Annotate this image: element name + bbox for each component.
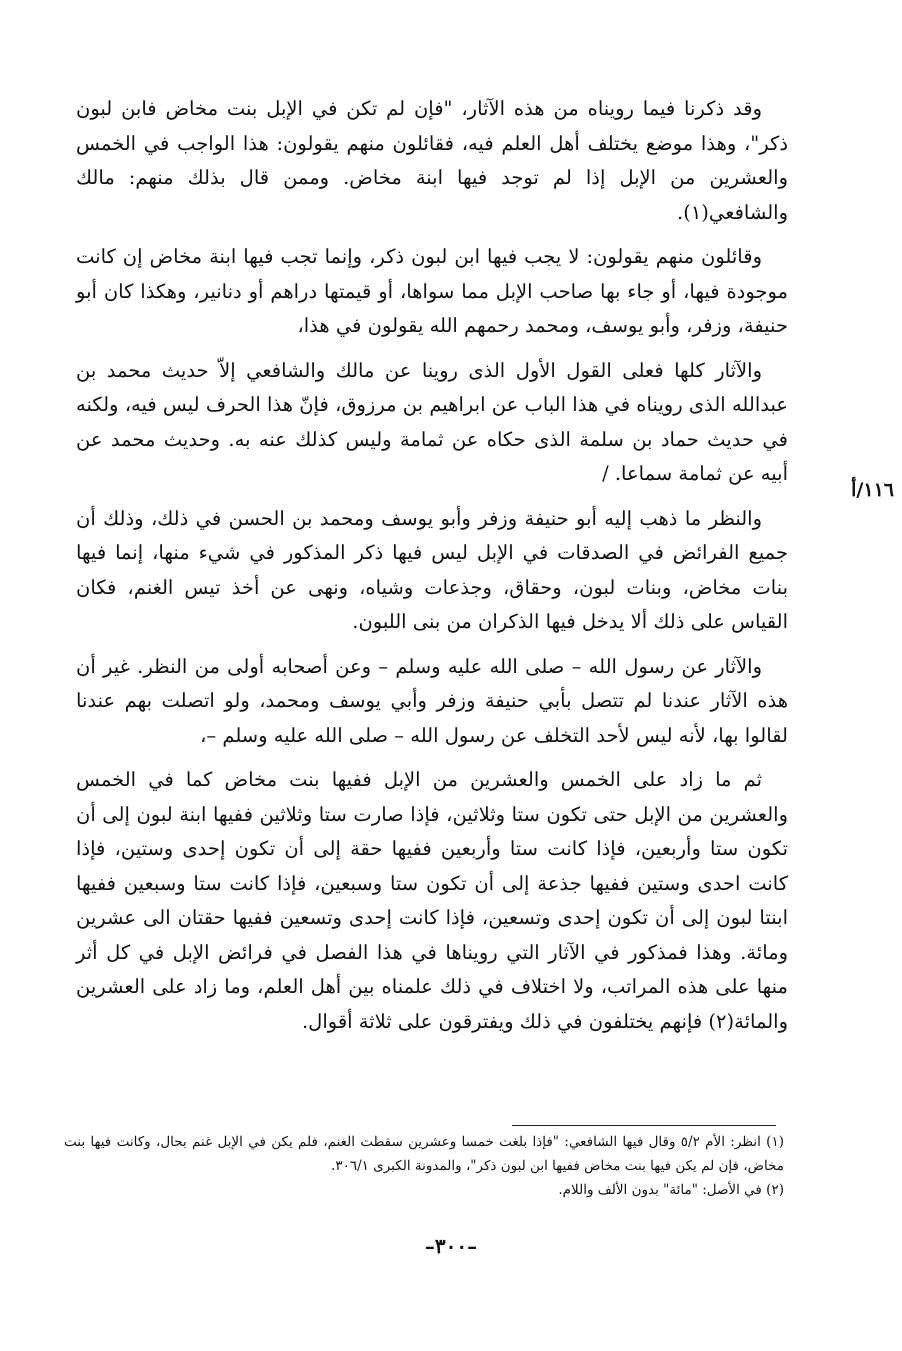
paragraph: وقائلون منهم يقولون: لا يجب فيها ابن لبون ذكر، وإنما تجب فيها ابنة مخاض إن كانت موجودة فيها، أو جاء بها صاحب الإبل مما سواها، أو قيمتها دراهم أو دنانير، وهكذا كان أبو حنيفة، وزفر، وأبو يوسف، ومحمد رحمهم الله يقولون في هذا، (76, 245, 788, 337)
page-number: –٣٠٠– (424, 1234, 478, 1258)
paragraph: والآثار عن رسول الله – صلى الله عليه وسلم – وعن أصحابه أولى من النظر. غير أن هذه الآثار عندنا لم تتصل بأبي حنيفة وزفر وأبي يوسف ومحمد، ولو اتصلت بهم عندنا لقالوا بها، لأنه ليس لأحد التخلف عن رسول الله – صلى الله عليه وسلم –، (76, 654, 788, 747)
paragraph: ثم ما زاد على الخمس والعشرين من الإبل ففيها بنت مخاض كما في الخمس والعشرين من الإبل حتى تكون ستا وثلاثين، فإذا صارت ستا وثلاثين ففيها ابنة لبون إلى أن تكون ستا وأربعين، فإذا كانت ستا وأربعين ففيها حقة إلى أن تكون إحدى وستين، فإذا كانت احدى وستين ففيها جذعة إلى أن تكون ستا وسبعين، فإذا كانت ستا وسبعين ففيها ابنتا لبون إلى أن تكون إحدى وتسعين، فإذا كانت إحدى وتسعين ففيها حقتان الى عشرين ومائة. وهذا فمذكور في الآثار التي رويناها في هذا الفصل في فرائض الإبل في كل أثر منها على هذه المراتب، ولا اختلاف في ذلك علمناه بين أهل العلم، وما زاد على العشرين والمائة(٢) فإنهم يختلفون في ذلك ويفترقون على ثلاثة أقوال. (76, 768, 788, 1033)
manuscript-folio-note: ١١٦/أ (851, 479, 894, 501)
paragraph: والنظر ما ذهب إليه أبو حنيفة وزفر وأبو يوسف ومحمد بن الحسن في ذلك، وذلك أن جميع الفرائض في الصدقات في الإبل ليس فيها ذكر المذكور في شيء منها، إنما فيها بنات مخاض، وبنات لبون، وحقاق، وجذعات وشياه، ونهى عن أخذ تيس الغنم، فكان القياس على ذلك ألا يدخل فيها الذكران من بنى اللبون. (76, 506, 788, 633)
paragraph: والآثار كلها فعلى القول الأول الذى روينا عن مالك والشافعي إلاّ حديث محمد بن عبدالله الذى رويناه في هذا الباب عن ابراهيم بن مرزوق، فإنّ هذا الحرف ليس فيه، ولكنه في حديث حماد بن سلمة الذى حكاه عن ثمامة وليس كذلك عنه به. وحديث محمد عن أبيه عن ثمامة سماعا. / (76, 358, 788, 485)
footnotes (64, 1130, 784, 1202)
footnote-separator (512, 1125, 776, 1126)
main-text (76, 92, 788, 1049)
footnote: (٢) في الأصل: "مائة" بدون الألف واللام. (558, 1182, 784, 1198)
paragraph: وقد ذكرنا فيما رويناه من هذه الآثار، "فإن لم تكن في الإبل بنت مخاض فابن لبون ذكر"، وهذا موضع يختلف أهل العلم فيه، فقائلون منهم يقولون: هذا الواجب في الخمس والعشرين من الإبل إذا لم توجد فيها ابنة مخاض. وممن قال بذلك منهم: مالك والشافعي(١). (76, 97, 788, 224)
footnote: (١) انظر: الأم ٥/٢ وقال فيها الشافعي: "فإذا بلغت خمسا وعشرين سقطت الغنم، فلم يكن في الإبل غنم بحال، وكانت فيها بنت مخاض، فإن لم يكن فيها بنت مخاض ففيها ابن لبون ذكر"، والمدونة الكبرى ٣٠٦/١. (64, 1134, 784, 1174)
